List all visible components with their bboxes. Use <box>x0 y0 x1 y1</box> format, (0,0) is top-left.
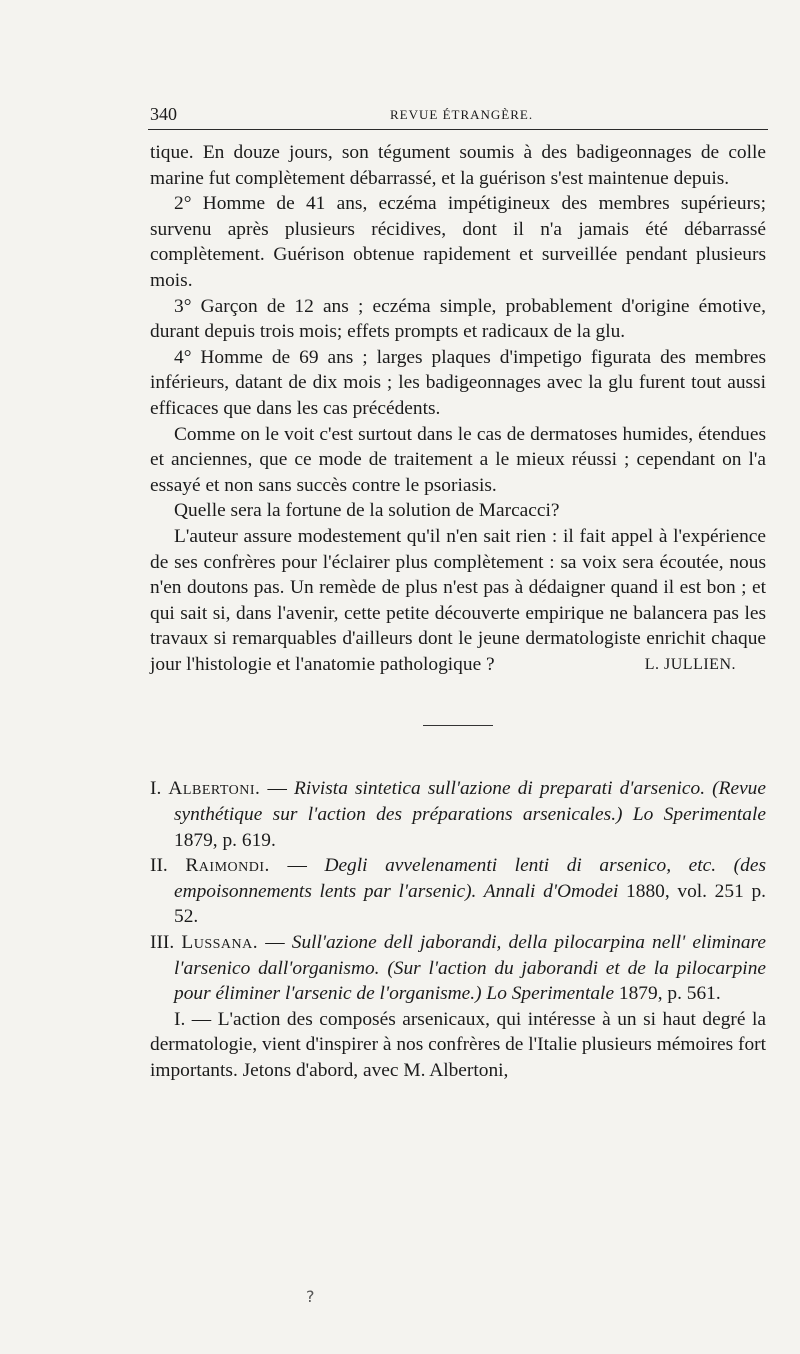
paragraph: 4° Homme de 69 ans ; larges plaques d'impetigo figurata des membres inférieurs, datant de dix mois ; les badigeonnages avec la glu furent tout aussi efficaces que dans les cas précédents. <box>150 346 766 419</box>
reference-source: Annali d'Omodei <box>476 880 619 902</box>
reference-author: Albertoni. <box>168 778 261 800</box>
reference-details: 1879, p. 561. <box>614 983 721 1005</box>
paragraph: tique. En douze jours, son tégument soumis à des badigeonnages de colle marine fut complètement débarrassé, et la guérison s'est maintenue depuis. <box>150 142 766 189</box>
reference-title: Rivista sintetica sull'azione di preparati d'arsenico. <box>294 778 706 800</box>
reference-number: I. <box>150 778 169 800</box>
references-list <box>150 776 766 1006</box>
signature: L. JULLIEN. <box>644 655 736 673</box>
paragraph: L'auteur assure modestement qu'il n'en sait rien : il fait appel à l'expérience de ses confrères pour l'éclairer plus complètement : sa voix sera écoutée, nous n'en doutons pas. Un remède de plus n'est pas à dédaigner quand il est bon ; et qui sait si, dans l'avenir, cette petite découverte empirique ne balancera pas les travaux si remarquables d'ailleurs dont le jeune dermatologiste enrichit chaque jour l'histologie et l'anatomie pathologique ? <box>150 525 766 675</box>
reference-translation: (Sur l'action du jaborandi et de la pilocarpine pour éliminer l'arsenic de l'organisme.) <box>174 957 766 1005</box>
reference-author: Raimondi. <box>185 855 270 877</box>
paragraph-with-signature <box>150 524 766 678</box>
page-number: 340 <box>150 104 177 124</box>
header-rule <box>148 129 768 130</box>
reference-number: II. <box>150 855 186 877</box>
reference-item <box>150 930 766 1007</box>
reference-title: Sull'azione dell jaborandi, della pilocarpina nell' eliminare l'arsenico dall'organismo. <box>174 932 766 979</box>
reference-translation: (des empoisonnements lents par l'arsenic). <box>174 855 766 902</box>
page-header <box>150 104 766 126</box>
running-title: REVUE ÉTRANGÈRE. <box>390 107 534 122</box>
reference-item <box>150 776 766 853</box>
final-paragraph: I. — L'action des composés arsenicaux, qui intéresse à un si haut degré la dermatologie, vient d'inspirer à nos confrères de l'Italie plusieurs mémoires fort importants. Jetons d'abord, avec M. Albertoni, <box>150 1008 766 1081</box>
paragraph: 3° Garçon de 12 ans ; eczéma simple, probablement d'origine émotive, durant depuis trois mois; effets prompts et radicaux de la glu. <box>150 295 766 343</box>
reference-details: 1880, vol. 251 p. 52. <box>174 880 766 928</box>
reference-number: III. <box>150 932 182 954</box>
paragraph: Comme on le voit c'est surtout dans le cas de dermatoses humides, étendues et anciennes, que ce mode de traitement a le mieux réussi ; cependant on l'a essayé et non sans succès contre le psoriasis. <box>150 423 766 496</box>
reference-dash: — <box>269 855 325 877</box>
reference-item <box>150 853 766 930</box>
reference-source: Lo Sperimentale <box>481 983 615 1005</box>
reference-author: Lussana. <box>181 932 259 954</box>
reference-translation: (Revue synthétique sur l'action des préparations arsenicales.) <box>174 778 766 826</box>
body-text <box>150 140 766 1084</box>
reference-source: Lo Sperimentale <box>622 804 766 826</box>
paragraph: 2° Homme de 41 ans, eczéma impétigineux des membres supérieurs; survenu après plusieurs récidives, dont il n'a jamais été débarrassé complètement. Guérison obtenue rapidement et surveillée pendant plusieurs mois. <box>150 193 766 291</box>
section-separator <box>423 725 493 726</box>
reference-title: Degli avvelenamenti lenti di arsenico, etc. <box>324 855 717 877</box>
paragraph: Quelle sera la fortune de la solution de Marcacci? <box>174 500 560 522</box>
reference-dash: — <box>260 778 295 800</box>
reference-dash: — <box>258 932 292 954</box>
printer-mark: ? <box>306 1287 315 1306</box>
reference-details: 1879, p. 619. <box>174 829 276 851</box>
